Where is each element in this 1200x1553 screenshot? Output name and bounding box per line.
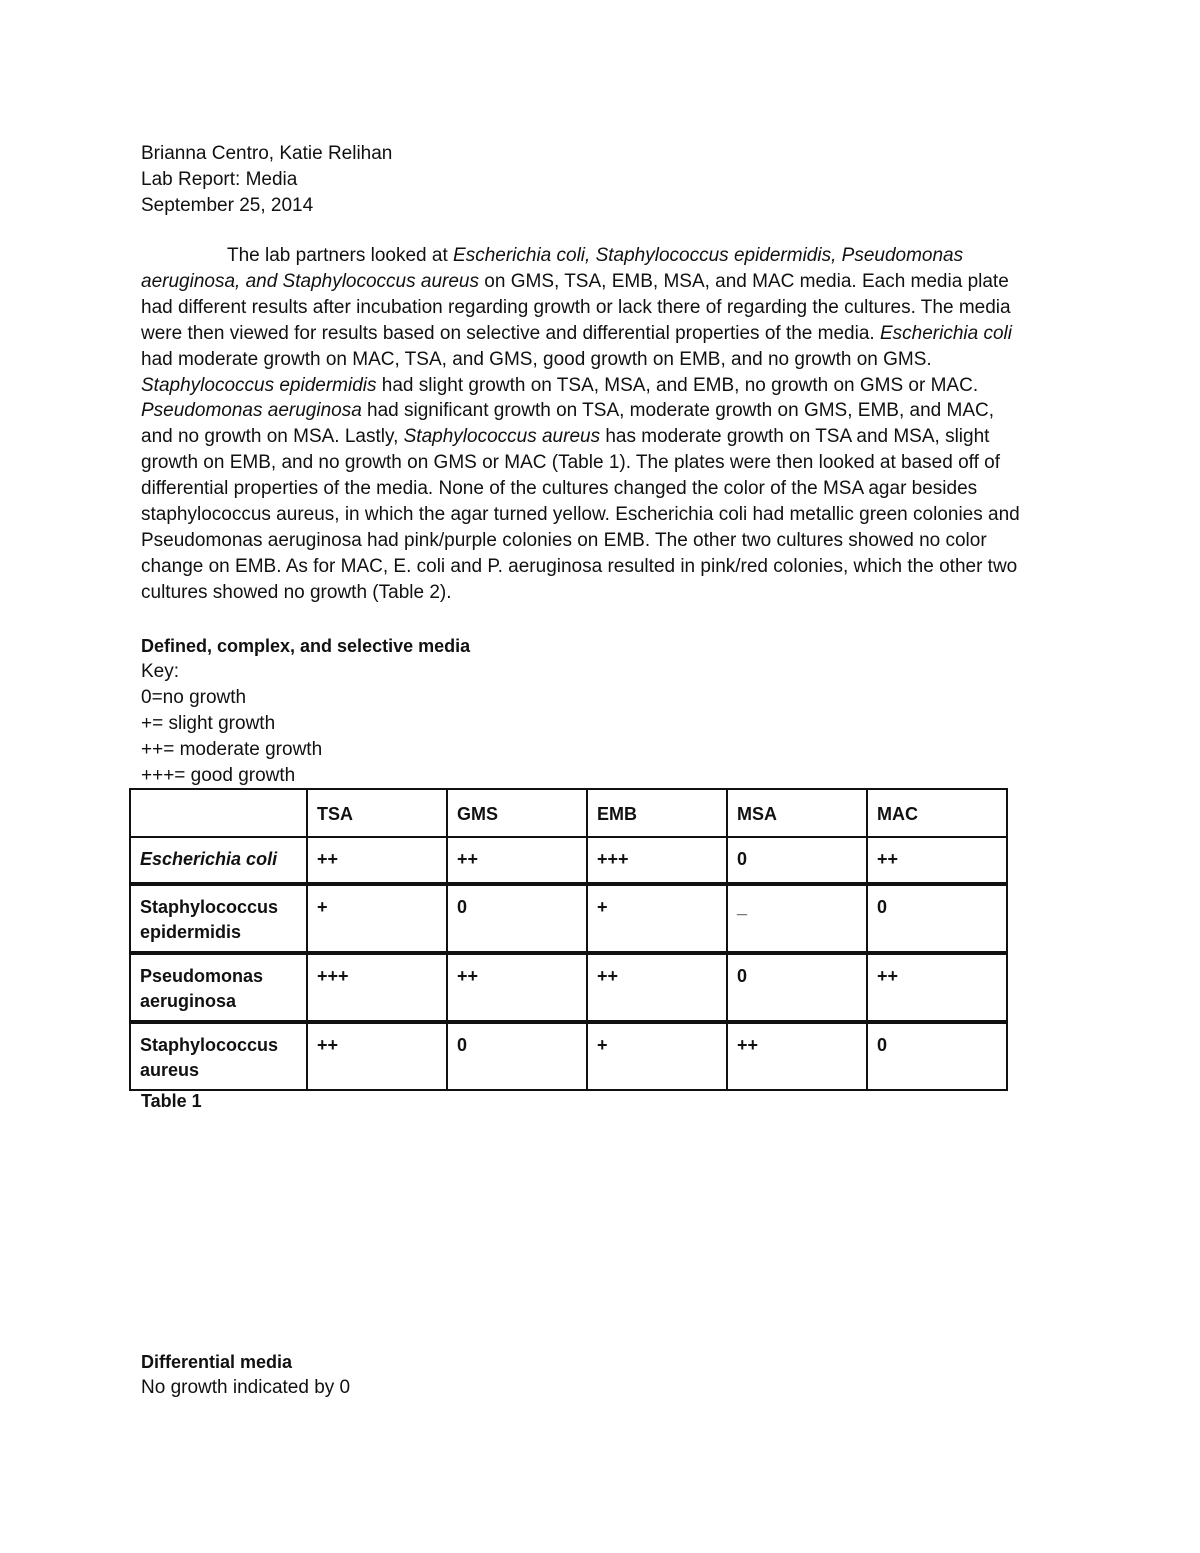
paragraph-line: had different results after incubation regarding growth or lack there of regarding the cultures. The media <box>141 296 1011 318</box>
paragraph-line: and no growth on MSA. Lastly, Staphylococcus aureus has moderate growth on TSA and MSA, slight <box>141 426 990 448</box>
key-label: Key: <box>141 661 180 682</box>
organism-genus: Staphylococcus <box>140 1035 279 1055</box>
table-row <box>130 837 1007 884</box>
table-cell: 0 <box>727 837 867 884</box>
organism-species: epidermidis <box>140 922 242 942</box>
table-header-cell: TSA <box>307 789 447 837</box>
paragraph-line: The lab partners looked at Escherichia coli, Staphylococcus epidermidis, Pseudomonas <box>227 245 964 266</box>
table-row <box>130 884 1007 953</box>
table-cell: 0 <box>867 1022 1007 1090</box>
table-cell: ++ <box>727 1022 867 1090</box>
organism-cell <box>130 953 307 1022</box>
authors: Brianna Centro, Katie Relihan <box>141 143 393 164</box>
table-cell: + <box>587 884 727 953</box>
table-caption: Table 1 <box>141 1091 202 1111</box>
paragraph-line: Pseudomonas aeruginosa had significant growth on TSA, moderate growth on GMS, EMB, and MAC, <box>141 400 994 422</box>
table-row <box>130 953 1007 1022</box>
section-note: No growth indicated by 0 <box>141 1377 351 1398</box>
table-header-cell: MSA <box>727 789 867 837</box>
organism-species: aeruginosa <box>140 991 237 1011</box>
results-paragraph <box>141 243 1061 606</box>
differential-media-section <box>141 1349 350 1401</box>
section-heading: Defined, complex, and selective media <box>141 636 471 656</box>
paragraph-line: were then viewed for results based on selective and differential properties of the media. Escherichia coli <box>141 322 1012 344</box>
table-cell: + <box>307 884 447 953</box>
paragraph-line: Pseudomonas aeruginosa had pink/purple colonies on EMB. The other two cultures showed no color <box>141 529 987 551</box>
table-cell: +++ <box>307 953 447 1022</box>
table-cell: +++ <box>587 837 727 884</box>
table-row <box>130 1022 1007 1090</box>
table-header-cell: EMB <box>587 789 727 837</box>
table-cell: ++ <box>867 837 1007 884</box>
table-cell: + <box>587 1022 727 1090</box>
table-header-cell <box>130 789 307 837</box>
paragraph-line: growth on EMB, and no growth on GMS or MAC (Table 1). The plates were then looked at based off of <box>141 452 1000 474</box>
key-item: +++= good growth <box>141 765 296 786</box>
table-cell: ++ <box>447 837 587 884</box>
paragraph-line: differential properties of the media. None of the cultures changed the color of the MSA agar besides <box>141 478 978 500</box>
key-item: += slight growth <box>141 713 276 734</box>
key-item: ++= moderate growth <box>141 739 323 760</box>
paragraph-line: change on EMB. As for MAC, E. coli and P. aeruginosa resulted in pink/red colonies, which the other two <box>141 555 1018 577</box>
organism-cell <box>130 884 307 953</box>
organism-species: aureus <box>140 1060 200 1080</box>
key-item: 0=no growth <box>141 687 247 708</box>
table-header-cell: MAC <box>867 789 1007 837</box>
table-header-row <box>130 789 1007 837</box>
paragraph-line: Staphylococcus epidermidis had slight growth on TSA, MSA, and EMB, no growth on GMS or MAC. <box>141 374 979 396</box>
report-header <box>141 141 392 219</box>
paragraph-line: staphylococcus aureus, in which the agar turned yellow. Escherichia coli had metallic green colonies and <box>141 504 1020 526</box>
table-cell: ++ <box>867 953 1007 1022</box>
paragraph-line: had moderate growth on MAC, TSA, and GMS, good growth on EMB, and no growth on GMS. <box>141 348 932 370</box>
organism-cell: Escherichia coli <box>130 837 307 884</box>
selective-media-section <box>141 633 470 789</box>
table-cell: 0 <box>447 884 587 953</box>
organism-genus: Staphylococcus <box>140 897 279 917</box>
organism-genus: Pseudomonas <box>140 966 264 986</box>
growth-table <box>129 788 1008 1091</box>
organism-cell <box>130 1022 307 1090</box>
section-heading: Differential media <box>141 1352 293 1372</box>
table-cell: ++ <box>307 837 447 884</box>
paragraph-line: cultures showed no growth (Table 2). <box>141 581 452 603</box>
table-cell: ++ <box>307 1022 447 1090</box>
table-cell: 0 <box>447 1022 587 1090</box>
table-cell: ++ <box>447 953 587 1022</box>
table-cell: 0 <box>867 884 1007 953</box>
table-cell: ++ <box>587 953 727 1022</box>
table-header-cell: GMS <box>447 789 587 837</box>
report-title: Lab Report: Media <box>141 169 298 190</box>
table-cell: 0 <box>727 953 867 1022</box>
report-date: September 25, 2014 <box>141 195 314 216</box>
paragraph-line: aeruginosa, and Staphylococcus aureus on GMS, TSA, EMB, MSA, and MAC media. Each media plate <box>141 270 1009 292</box>
table-cell: _ <box>727 884 867 953</box>
